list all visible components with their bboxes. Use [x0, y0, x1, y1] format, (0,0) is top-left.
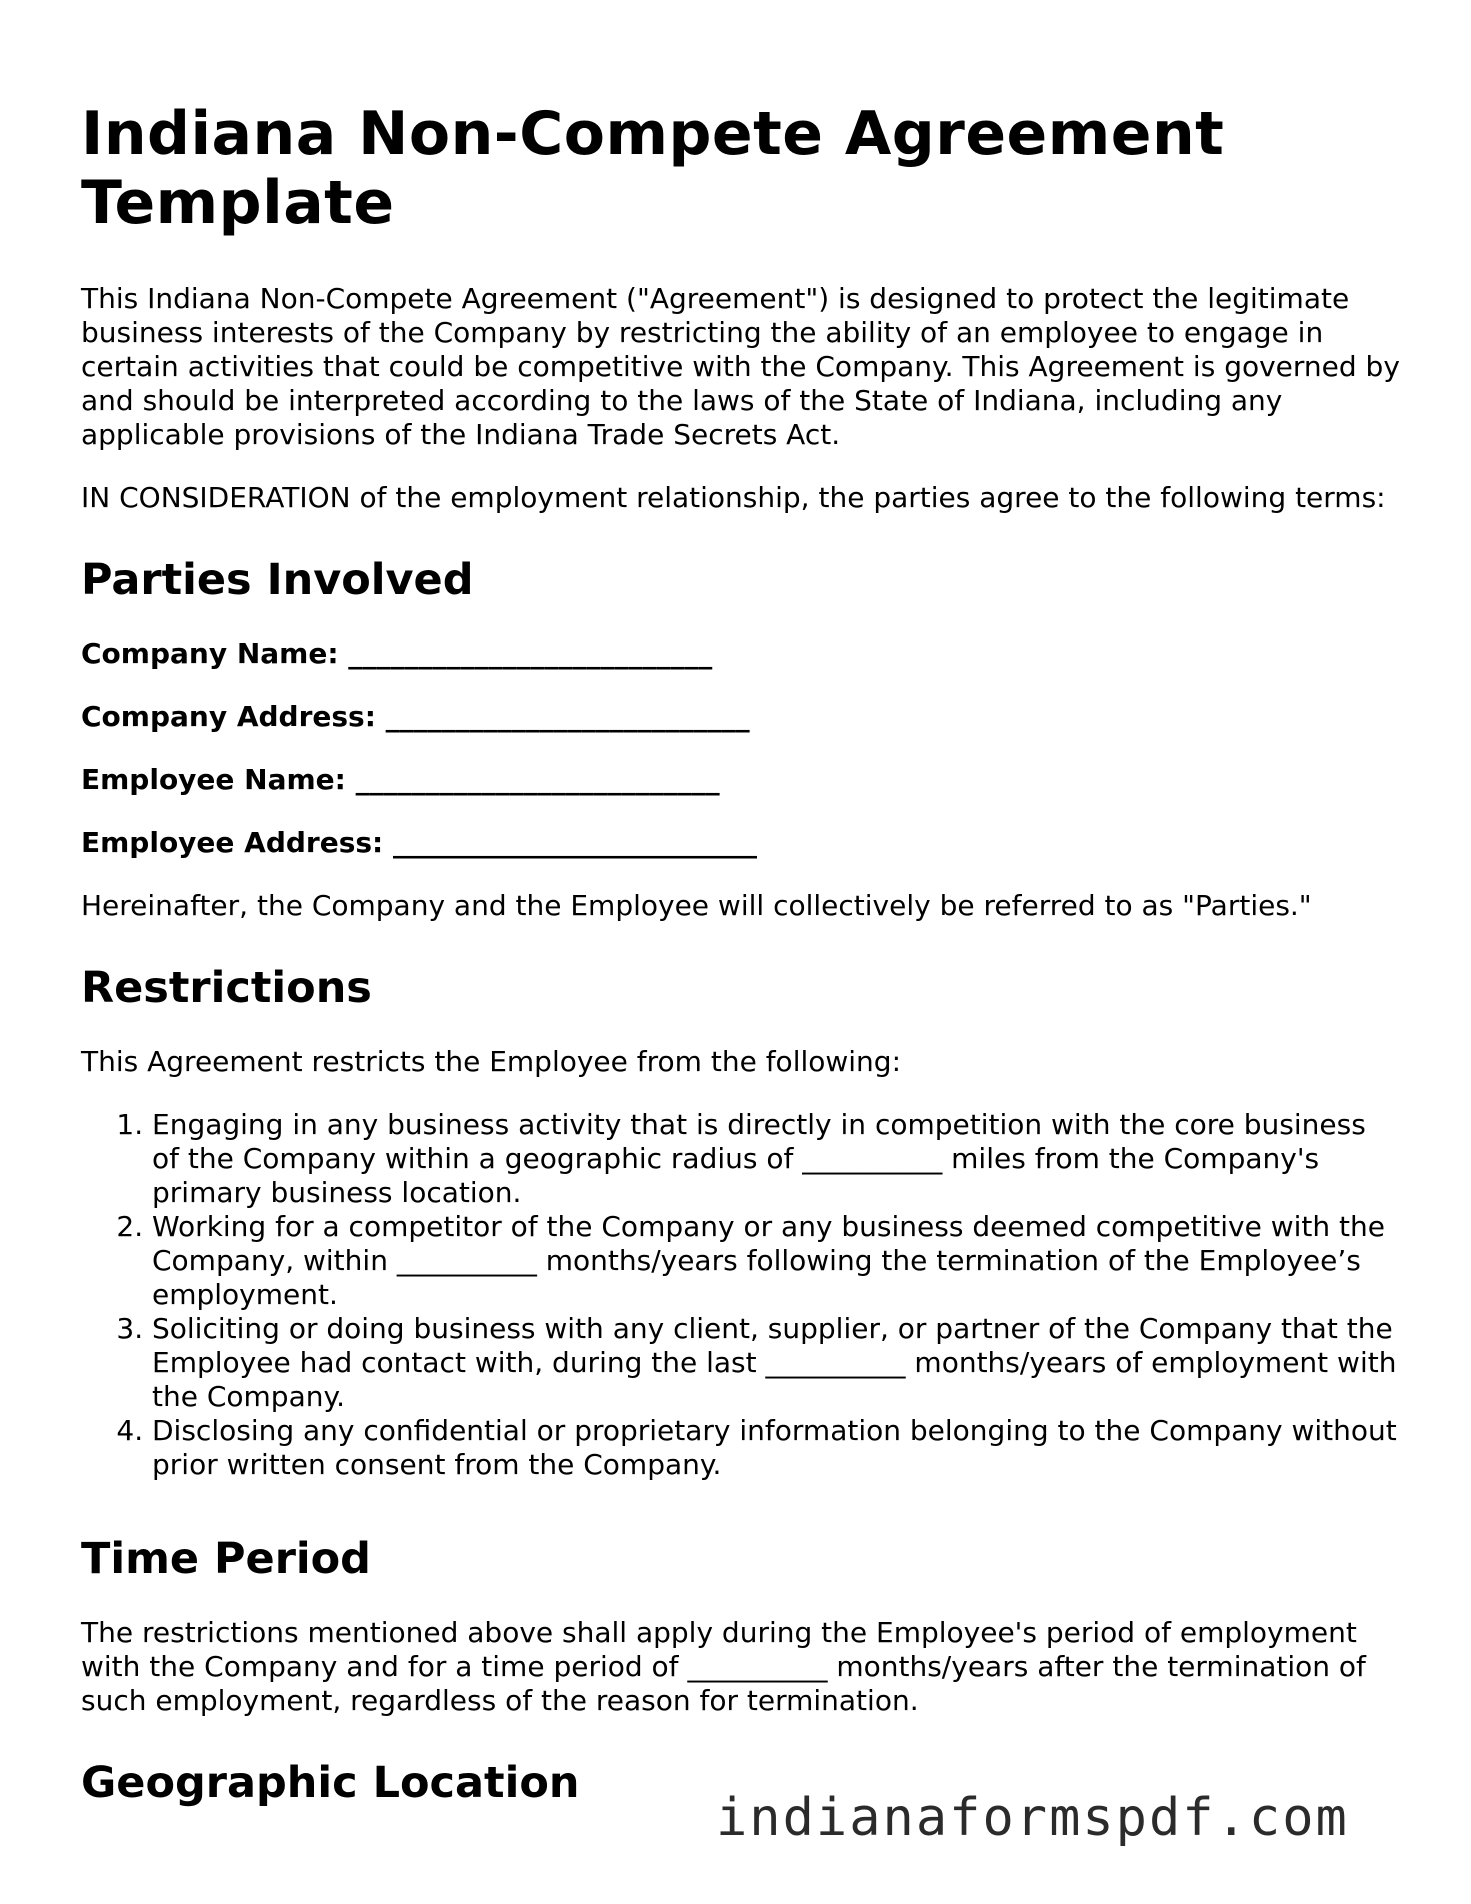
- consideration-paragraph: IN CONSIDERATION of the employment relationship, the parties agree to the following terms:: [81, 481, 1386, 514]
- employee-name-field: Employee Name: __________________________: [81, 763, 720, 796]
- watermark-text: indianaformspdf.com: [716, 1788, 1349, 1848]
- company-address-field: Company Address: __________________________: [81, 700, 750, 733]
- intro-paragraph: This Indiana Non-Compete Agreement ("Agreement") is designed to protect the legitimate business interests of the Company by restricting the ability of an employee to engage in certain activities that could be competitive with the Company. This Agreement is governed by and should be interpreted according to the laws of the State of Indiana, including any applicable provisions of the Indiana Trade Secrets Act.: [81, 282, 1400, 451]
- parties-heading: Parties Involved: [81, 555, 474, 605]
- restriction-item: 1. Engaging in any business activity that is directly in competition with the core business of the Company within a geographic radius of __________ miles from the Company's primary business location.: [152, 1108, 1401, 1210]
- restriction-item: 3. Soliciting or doing business with any client, supplier, or partner of the Company that the Employee had contact with, during the last __________ months/years of employment with the Company.: [152, 1312, 1401, 1414]
- time-period-text: The restrictions mentioned above shall apply during the Employee's period of employment with the Company and for a time period of __________ months/years after the termination of such employment, regardless of the reason for termination.: [81, 1616, 1366, 1717]
- restrictions-list: [81, 1108, 1401, 1482]
- employee-address-field: Employee Address: __________________________: [81, 826, 757, 859]
- geographic-heading: Geographic Location: [81, 1758, 580, 1808]
- document-page: [81, 100, 1401, 1840]
- restriction-item: 2. Working for a competitor of the Company or any business deemed competitive with the Company, within __________ months/years following the termination of the Employee’s employment.: [152, 1210, 1401, 1312]
- parties-note: Hereinafter, the Company and the Employee will collectively be referred to as "Parties.": [81, 889, 1312, 922]
- company-name-field: Company Name: __________________________: [81, 637, 713, 670]
- restrictions-heading: Restrictions: [81, 963, 372, 1013]
- document-title: Indiana Non-Compete Agreement Template: [81, 99, 1225, 238]
- restrictions-intro: This Agreement restricts the Employee from the following:: [81, 1045, 902, 1078]
- restriction-item: 4. Disclosing any confidential or proprietary information belonging to the Company without prior written consent from the Company.: [152, 1414, 1401, 1482]
- time-period-heading: Time Period: [81, 1534, 371, 1584]
